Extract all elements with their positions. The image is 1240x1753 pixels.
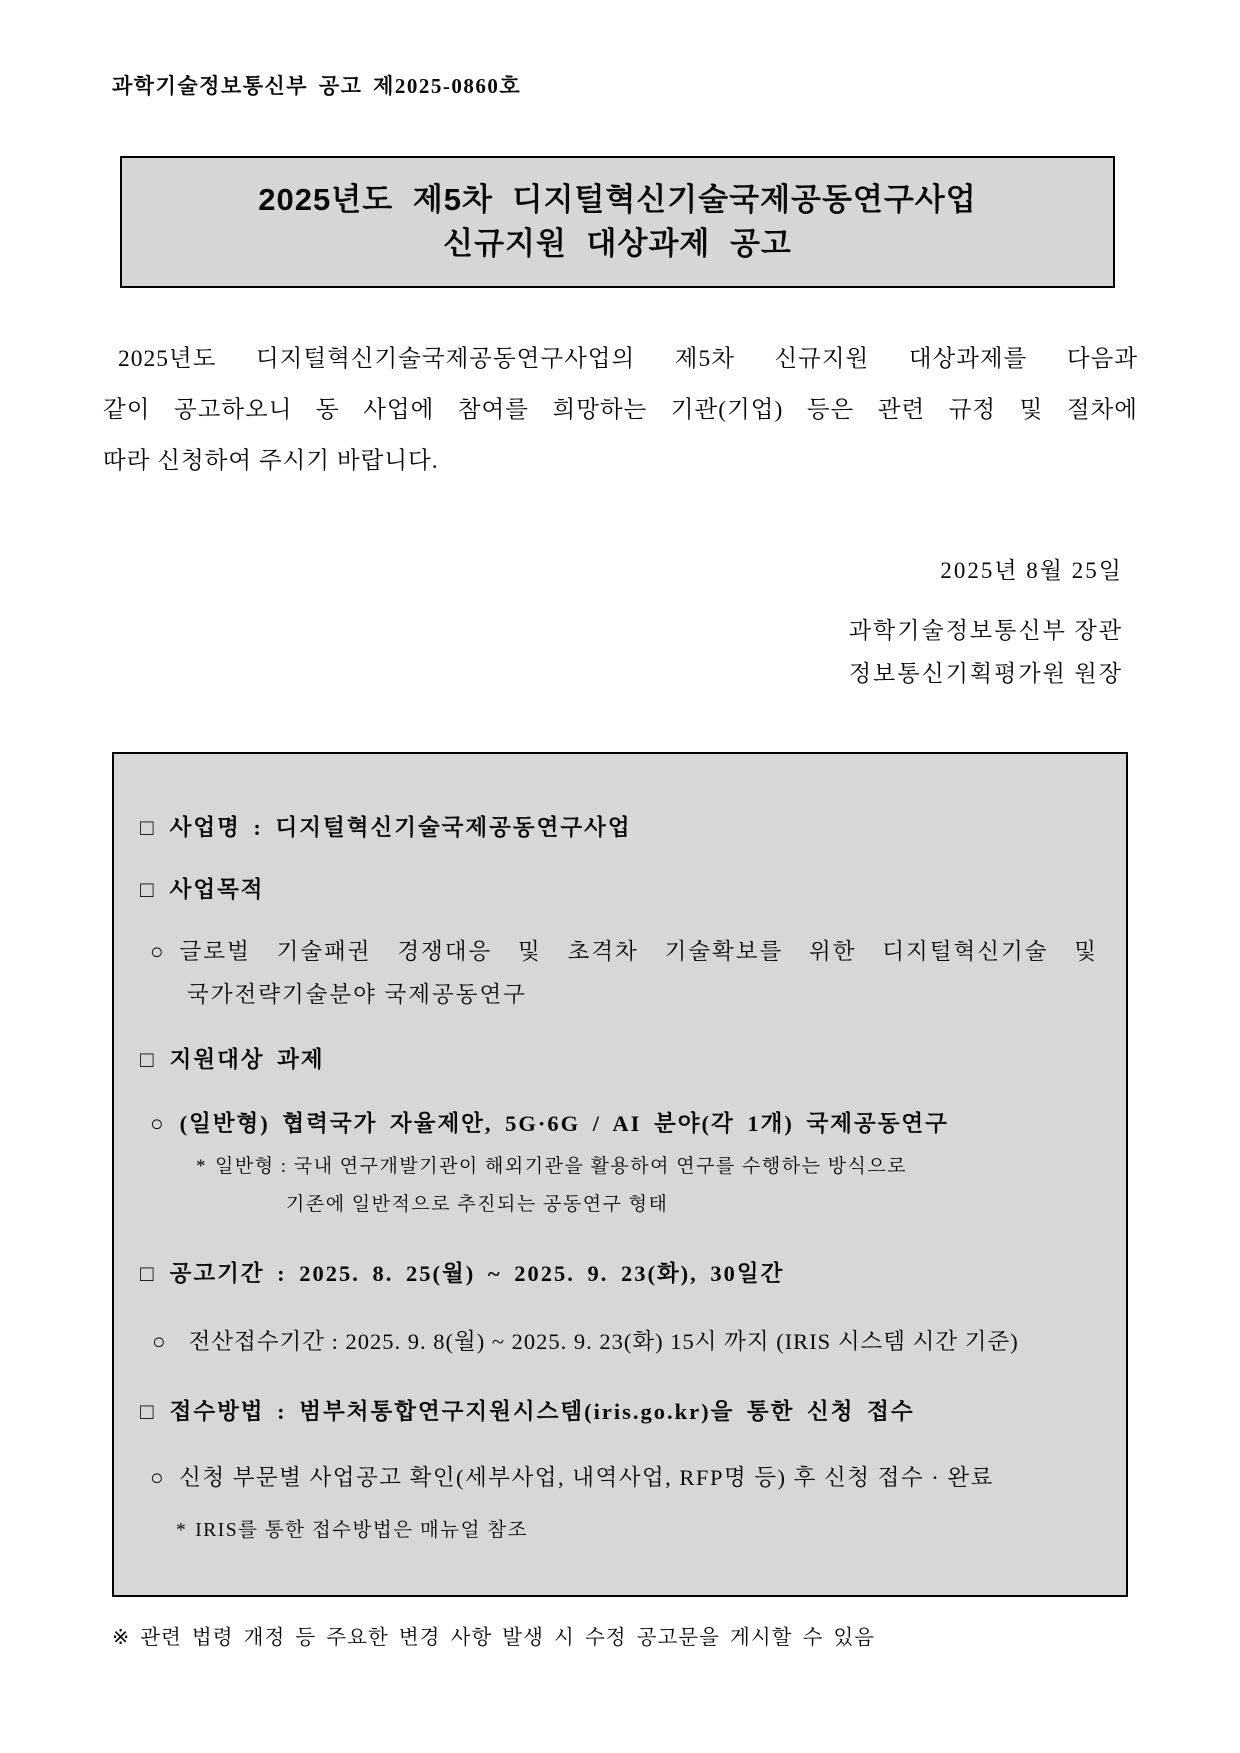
square-bullet-icon: □ — [140, 1261, 156, 1286]
circle-bullet-icon: ○ — [150, 1111, 166, 1136]
notice-period-text: 공고기간 : 2025. 8. 25(월) ~ 2025. 9. 23(화), 30일간 — [169, 1261, 785, 1286]
page-title-line-1: 2025년도 제5차 디지털혁신기술국제공동연구사업 — [258, 181, 977, 217]
circle-bullet-icon: ○ — [152, 1329, 167, 1354]
apply-note-text: IRIS를 통한 접수방법은 매뉴얼 참조 — [195, 1520, 528, 1541]
general-type-note-1 — [196, 1151, 907, 1178]
intro-paragraph — [103, 334, 1138, 487]
target-heading-text: 지원대상 과제 — [169, 1047, 325, 1072]
apply-detail-text: 신청 부문별 사업공고 확인(세부사업, 내역사업, RFP명 등) 후 신청 접수 · 완료 — [179, 1465, 994, 1490]
notice-period-item — [140, 1256, 784, 1288]
intro-line-2: 같이 공고하오니 동 사업에 참여를 희망하는 기관(기업) 등은 관련 규정 및 절차에 — [103, 397, 1138, 423]
asterisk-marker: * — [196, 1156, 207, 1177]
general-type-note-2: 기존에 일반적으로 추진되는 공동연구 형태 — [286, 1194, 669, 1215]
submission-period-text: 전산접수기간 : 2025. 9. 8(월) ~ 2025. 9. 23(화) 15시 까지 (IRIS 시스템 시간 기준) — [188, 1329, 1019, 1354]
footnote — [112, 1620, 875, 1650]
intro-line-1: 2025년도 디지털혁신기술국제공동연구사업의 제5차 신규지원 대상과제를 다음과 — [118, 346, 1138, 372]
purpose-detail-line-1 — [150, 934, 1098, 966]
apply-note-item — [176, 1514, 528, 1542]
purpose-heading-text: 사업목적 — [169, 877, 265, 902]
program-name-text: 사업명 : 디지털혁신기술국제공동연구사업 — [169, 815, 632, 840]
info-box — [112, 752, 1128, 1597]
square-bullet-icon: □ — [140, 1399, 156, 1424]
purpose-detail-line-2: 국가전략기술분야 국제공동연구 — [187, 982, 527, 1007]
program-name-item — [140, 810, 632, 842]
intro-line-3: 따라 신청하여 주시기 바랍니다. — [103, 448, 439, 474]
signer-ministry: 과학기술정보통신부 장관 — [848, 618, 1123, 643]
footnote-text: 관련 법령 개정 등 주요한 변경 사항 발생 시 수정 공고문을 게시할 수 있음 — [140, 1627, 876, 1649]
purpose-heading-item — [140, 872, 265, 904]
square-bullet-icon: □ — [140, 877, 156, 902]
general-type-item — [150, 1106, 949, 1138]
square-bullet-icon: □ — [140, 1047, 156, 1072]
reference-mark-icon: ※ — [112, 1627, 131, 1649]
announcement-date: 2025년 8월 25일 — [940, 558, 1123, 583]
general-type-note-text-1: 일반형 : 국내 연구개발기관이 해외기관을 활용하여 연구를 수행하는 방식으로 — [215, 1156, 908, 1177]
circle-bullet-icon: ○ — [150, 1465, 166, 1490]
apply-method-text: 접수방법 : 범부처통합연구지원시스템(iris.go.kr)을 통한 신청 접수 — [169, 1399, 915, 1424]
asterisk-marker: * — [176, 1520, 188, 1541]
apply-method-item — [140, 1394, 915, 1426]
page-title-line-2: 신규지원 대상과제 공고 — [443, 226, 792, 261]
apply-detail-item — [150, 1460, 994, 1492]
submission-period-item — [152, 1324, 1019, 1356]
notice-number: 과학기술정보통신부 공고 제2025-0860호 — [112, 74, 522, 98]
title-box — [120, 156, 1115, 288]
target-heading-item — [140, 1042, 325, 1074]
purpose-detail-text-1: 글로벌 기술패권 경쟁대응 및 초격차 기술확보를 위한 디지털혁신기술 및 — [179, 939, 1098, 964]
general-type-text: (일반형) 협력국가 자율제안, 5G·6G / AI 분야(각 1개) 국제공동연구 — [179, 1111, 949, 1136]
square-bullet-icon: □ — [140, 815, 156, 840]
signer-institute: 정보통신기획평가원 원장 — [848, 661, 1123, 686]
circle-bullet-icon: ○ — [150, 939, 166, 964]
